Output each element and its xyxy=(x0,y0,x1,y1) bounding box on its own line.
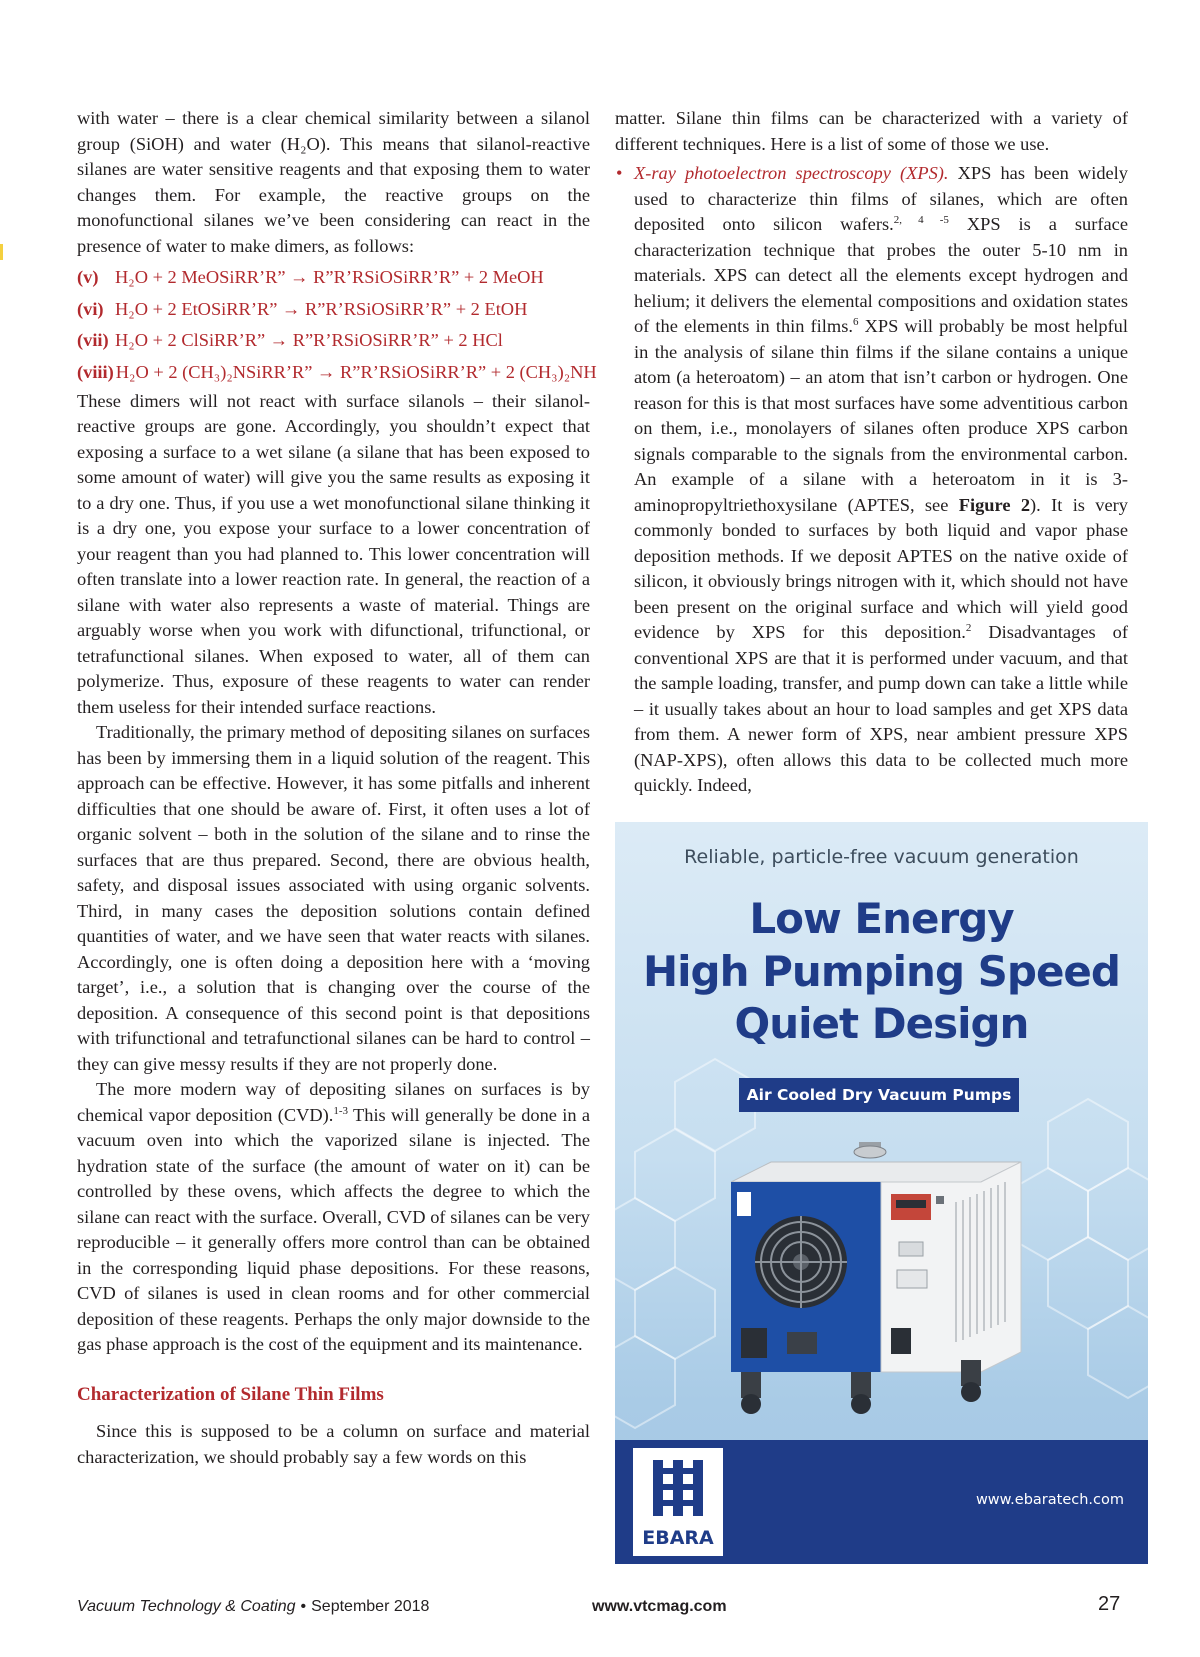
article-column-right xyxy=(615,106,1128,799)
paragraph-section-intro: Since this is supposed to be a column on surface and material characterization, we should probably say a few words on this xyxy=(77,1421,590,1467)
publication-name: Vacuum Technology & Coating xyxy=(77,1598,296,1615)
paragraph-cvd xyxy=(77,1077,590,1358)
ad-url[interactable]: www.ebaratech.com xyxy=(975,1492,1124,1508)
bullet-item-xps xyxy=(615,161,1128,799)
bullet-text: ). It is very commonly bonded to surfaces by both liquid and vapor phase deposition methods. If we deposit APTES on the native oxide of silicon, it obviously brings nitrogen with it, which should not have been present on the original surface and which will yield good evidence by XPS for this deposition. xyxy=(634,494,1128,642)
equation-text: H₂O + 2 EtOSiRR’R” → R”R’RSiOSiRR’R” + 2 EtOH xyxy=(115,298,528,319)
ebara-advertisement[interactable] xyxy=(615,822,1148,1564)
ebara-logo-text: EBARA xyxy=(642,1527,714,1549)
equation-text: H₂O + 2 MeOSiRR’R” → R”R’RSiOSiRR’R” + 2 MeOH xyxy=(115,267,544,287)
issue-date: September 2018 xyxy=(311,1598,430,1615)
reference-superscript: 2, 4 -5 xyxy=(893,213,949,226)
paragraph-traditional: Traditionally, the primary method of depositing silanes on surfaces has been by immersing them in a liquid solution of the reagent. This approach can be effective. However, it has some pitfalls and inherent difficulties that one should be aware of. First, it often uses a lot of organic solvent – both in the solution of the silane and to rinse the surfaces that are thus prepared. Second, there are obvious health, safety, and disposal issues associated with using organic solvents. Third, in many cases the deposition solutions contain defined quantities of water, and we have seen that water reacts with silanes. Accordingly, one is often doing a deposition here with a ‘moving target’, i.e., a solution that is changing over the course of the deposition. A consequence of this second point is that depositions with trifunctional and tetrafunctional silanes can be hard to control – they can give messy results if they are not properly done. xyxy=(77,722,590,1074)
paragraph-text: This will generally be done in a vacuum oven into which the vaporized silane is injected. The hydration state of the surface (the amount of water on it) can be controlled by these ovens, which affects the degree to which the silane can react with the surface. Overall, CVD of silanes can be very reproducible – it generally offers more control than can be obtained in the corresponding liquid phase depositions. For these reasons, CVD of silanes is used in clean rooms and for other commercial deposition of these reagents. Perhaps the only major downside to the gas phase approach is the cost of the equipment and its maintenance. xyxy=(77,1104,590,1355)
ad-tagline: Reliable, particle-free vacuum generation xyxy=(684,846,1079,868)
footer-website-link[interactable]: www.vtcmag.com xyxy=(592,1598,727,1615)
reference-superscript: 6 xyxy=(852,315,859,328)
ad-headline-2: High Pumping Speed xyxy=(643,947,1120,996)
paragraph-dimers: These dimers will not react with surface silanols – their silanol-reactive groups are gone. Accordingly, you shouldn’t expect that exposing a surface to a wet silane (a silane that has been exposed to some amount of water) will give you the same results as exposing it to a dry one. Thus, if you use a wet monofunctional silane thinking it is a dry one, you expose your surface to a lower concentration of your reagent than you had planned to. This lower concentration will often translate into a lower reaction rate. In general, the reaction of a silane with water also represents a waste of material. Things are arguably worse when you work with difunctional, trifunctional, or tetrafunctional silanes. When exposed to water, all of them can polymerize. Thus, exposure of these reagents to water can render them useless for their intended surface reactions. xyxy=(77,390,590,717)
page-edge-mark xyxy=(0,244,3,260)
equation-text: H₂O + 2 ClSiRR’R” → R”R’RSiOSiRR’R” + 2 HCl xyxy=(115,330,503,351)
ad-product-badge: Air Cooled Dry Vacuum Pumps xyxy=(739,1078,1019,1112)
ad-headline-3: Quiet Design xyxy=(734,999,1029,1048)
bullet-text: Disadvantages of conventional XPS are that it is performed under vacuum, and that the sample loading, transfer, and pump down can take a little while – it usually takes about an hour to load samples and get XPS data from them. A newer form of XPS, near ambient pressure XPS (NAP-XPS), often allows this data to be collected much more quickly. Indeed, xyxy=(634,622,1129,795)
ebara-logo xyxy=(633,1448,723,1556)
bullet-text: XPS will probably be most helpful in the analysis of silane thin films if the silane contains a unique atom (a heteroatom) – an atom that isn’t carbon or hydrogen. One reason for this is that most surfaces have some adventitious carbon on them, i.e., monolayers of silanes often produce XPS carbon signals comparable to the signals from the environmental carbon. An example of a silane with a heteroatom in it is 3-aminopropyltriethoxysilane (APTES, see xyxy=(634,316,1128,515)
equation-viii xyxy=(77,357,597,389)
reference-superscript: 2 xyxy=(965,621,972,634)
ad-footer-bar xyxy=(615,1440,1148,1564)
equation-vi xyxy=(77,294,590,326)
section-heading: Characterization of Silane Thin Films xyxy=(77,1383,384,1405)
bullet-term: X-ray photoelectron spectroscopy (XPS). xyxy=(634,163,949,183)
equation-v xyxy=(77,262,590,294)
page-number: 27 xyxy=(1098,1593,1121,1615)
bullet-text: XPS is a surface characterization technique that probes the outer 5-10 nm in materials. XPS can detect all the elements except hydrogen and helium; it delivers the elemental compositions and oxidation states of the elements in thin films. xyxy=(634,214,1128,336)
bullet-dot: • xyxy=(616,163,623,183)
paragraph-intro: with water – there is a clear chemical similarity between a silanol group (SiOH) and water (H₂O). This means that silanol-reactive silanes are water sensitive reagents and that exposing them to water changes them. For example, the reactive groups on the monofunctional silanes we’ve been considering can react in the presence of water to make dimers, as follows: xyxy=(77,108,590,256)
figure-reference: Figure 2 xyxy=(958,494,1031,515)
equation-vii xyxy=(77,325,590,357)
equation-number: (viii) xyxy=(77,362,114,383)
ad-headline-1: Low Energy xyxy=(749,894,1014,943)
paragraph-text: The more modern way of depositing silanes on surfaces is by chemical vapor deposition (CVD). xyxy=(77,1079,590,1125)
article-column-left xyxy=(77,106,597,1470)
equation-number: (vi) xyxy=(77,298,104,319)
equation-number: (v) xyxy=(77,267,99,287)
bullet-text: XPS has been widely used to characterize thin films of silanes, which are often deposited onto silicon wafers. xyxy=(634,163,1128,234)
paragraph-continued: matter. Silane thin films can be characterized with a variety of different techniques. Here is a list of some of those we use. xyxy=(615,108,1128,154)
footer-publication xyxy=(77,1598,429,1616)
equation-number: (vii) xyxy=(77,330,109,351)
reference-superscript: 1-3 xyxy=(333,1104,349,1117)
footer-separator: • xyxy=(300,1598,307,1615)
equation-text: H₂O + 2 (CH₃)₂NSiRR’R” → R”R’RSiOSiRR’R” + 2 (CH₃)₂NH xyxy=(115,362,597,383)
vacuum-pump-image xyxy=(731,1142,1031,1432)
